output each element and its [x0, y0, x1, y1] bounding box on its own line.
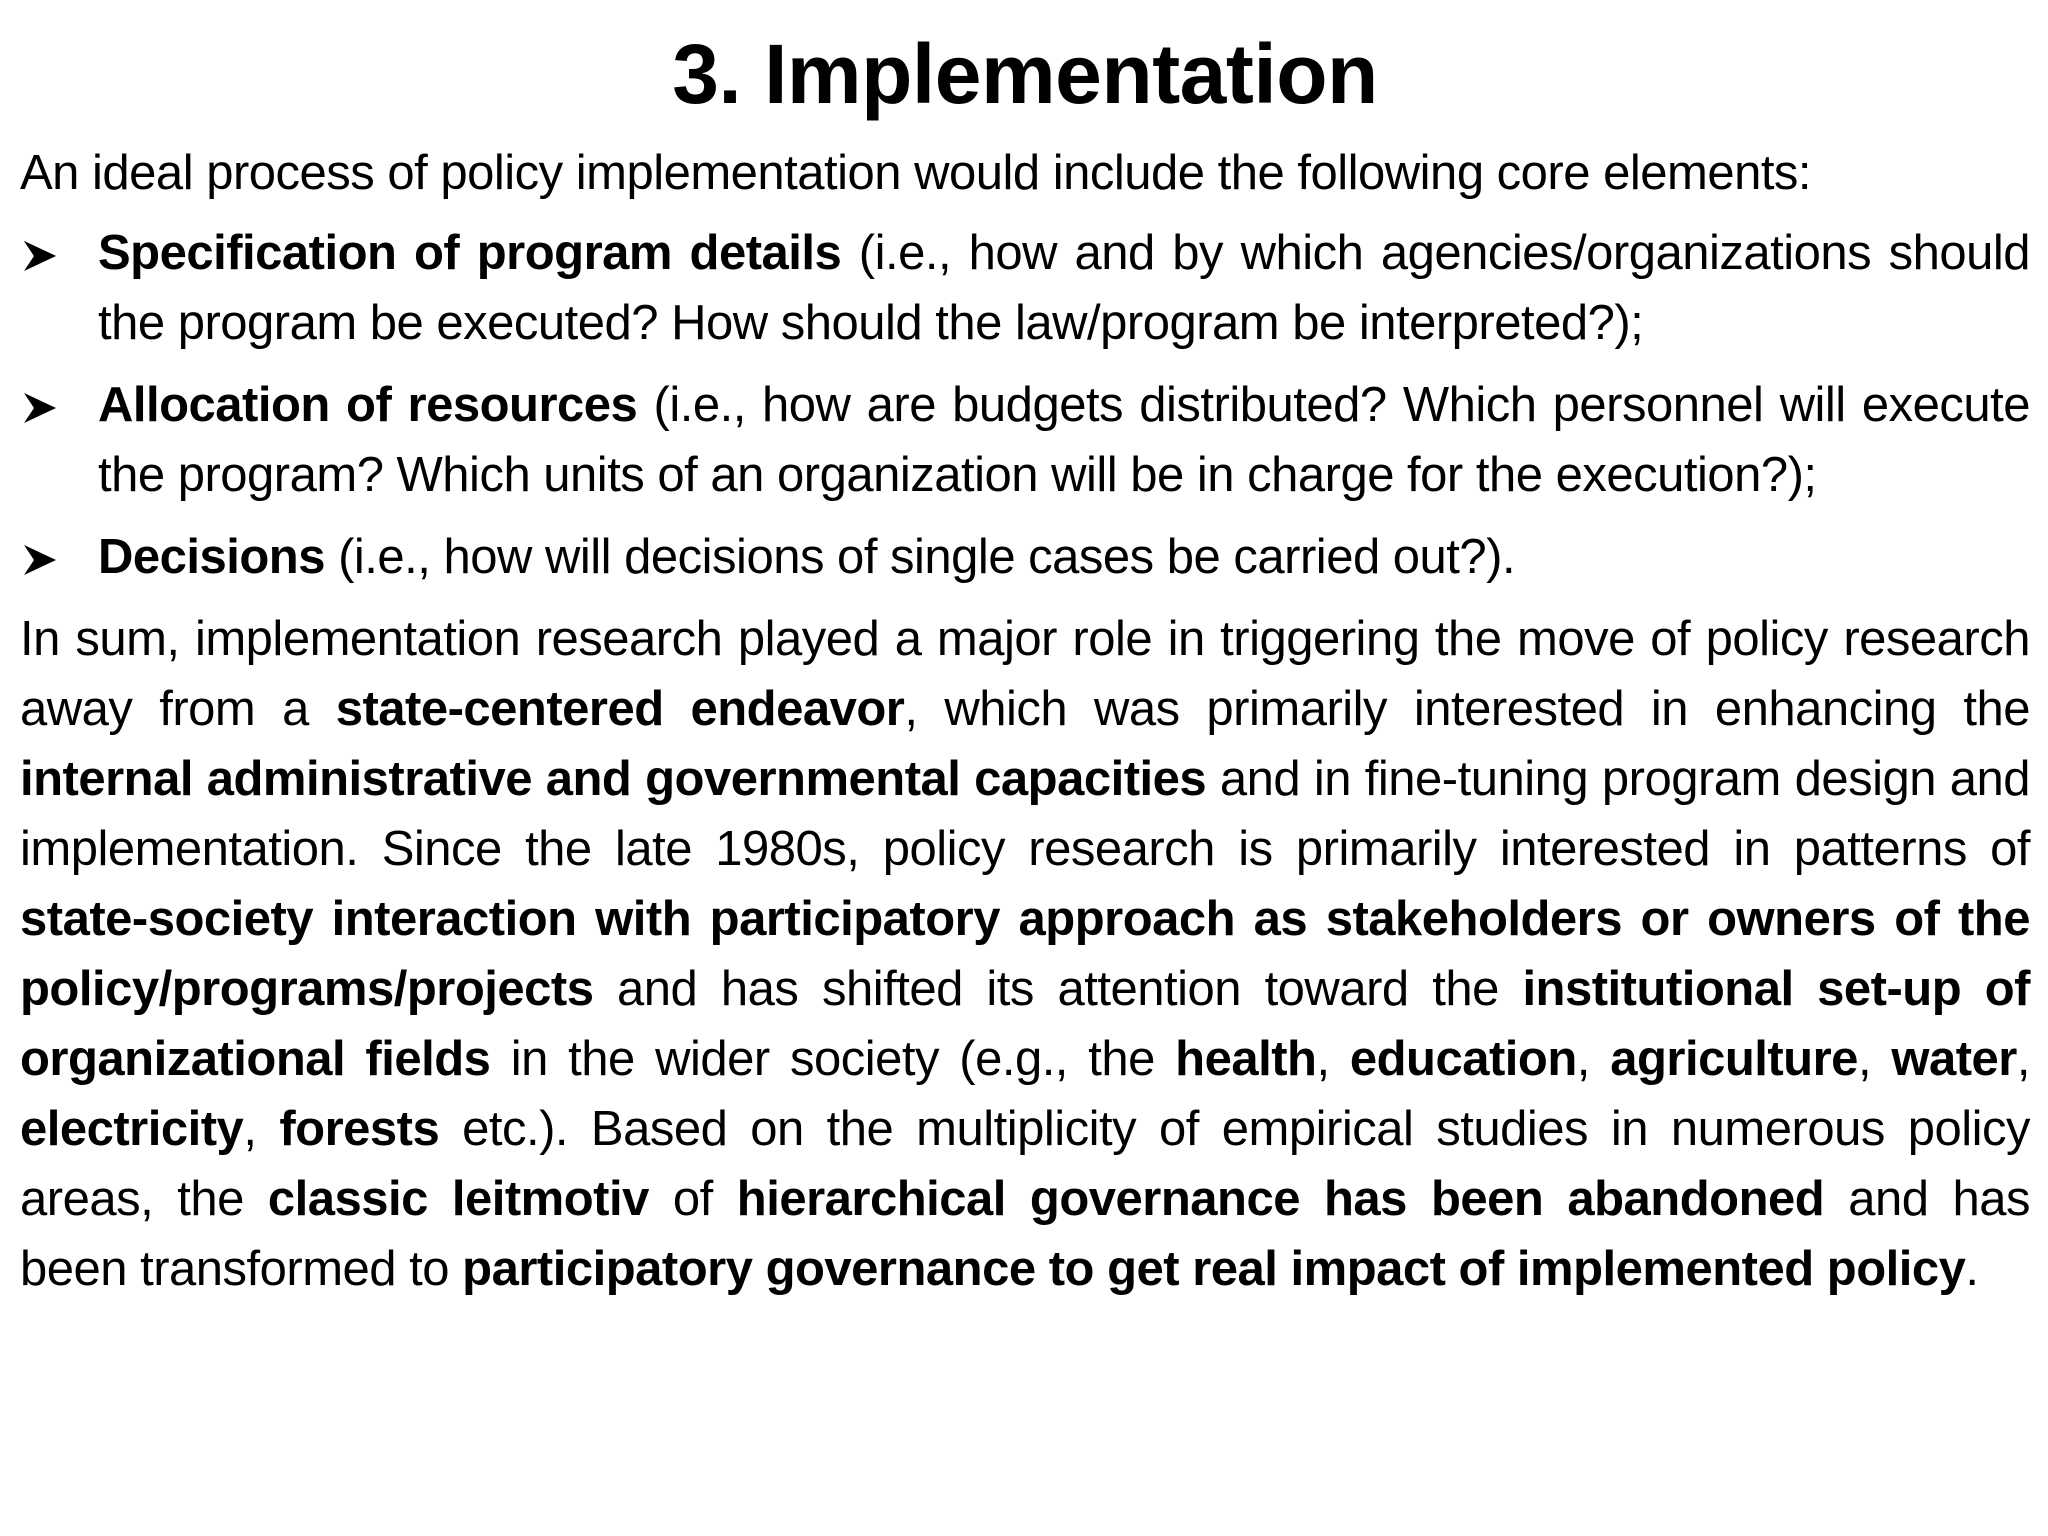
summary-emphasis: internal administrative and governmental capacities — [20, 752, 1207, 806]
list-item-heading: Specification of program details — [98, 226, 842, 280]
summary-text: . — [1965, 1242, 1979, 1296]
summary-text: of — [648, 1172, 737, 1226]
summary-emphasis: water — [1891, 1032, 2017, 1086]
summary-emphasis: forests — [279, 1102, 440, 1156]
list-item-decisions — [20, 522, 2030, 592]
summary-emphasis: education — [1349, 1032, 1577, 1086]
summary-text: and in fine-tuning program design and implementation. Since the late 1980s, policy research is primarily interested in patterns of — [20, 752, 2030, 876]
summary-text: and has been transformed to — [20, 1172, 2030, 1296]
list-item-heading: Decisions — [98, 530, 325, 584]
summary-text: , — [1857, 1032, 1892, 1086]
summary-text: In sum, implementation research played a major role in triggering the move of policy research away from a — [20, 612, 2030, 736]
summary-paragraph — [20, 604, 2030, 1304]
list-item-specification — [20, 218, 2030, 358]
core-elements-list — [20, 218, 2030, 592]
summary-text: , — [243, 1102, 280, 1156]
summary-text: in the wider society (e.g., the — [490, 1032, 1176, 1086]
summary-emphasis: institutional set-up of organizational fields — [20, 962, 2030, 1086]
summary-emphasis: hierarchical governance has been abandoned — [736, 1172, 1825, 1226]
summary-emphasis: state-society interaction with participatory approach as stakeholders or owners of the policy/programs/projects — [20, 892, 2030, 1016]
summary-emphasis: agriculture — [1610, 1032, 1858, 1086]
arrowhead-bullet-icon — [22, 390, 58, 426]
list-item-text: (i.e., how are budgets distributed? Which personnel will execute the program? Which units of an organization will be in charge for the execution?); — [98, 378, 2030, 502]
summary-text: , — [1576, 1032, 1611, 1086]
slide-title: 3. Implementation — [672, 27, 1378, 121]
list-item-heading: Allocation of resources — [98, 378, 638, 432]
summary-emphasis: electricity — [20, 1102, 244, 1156]
summary-emphasis: health — [1175, 1032, 1317, 1086]
arrowhead-bullet-icon — [22, 238, 58, 274]
summary-text: etc.). Based on the multiplicity of empirical studies in numerous policy areas, the — [20, 1102, 2030, 1226]
intro-paragraph: An ideal process of policy implementation would include the following core elements: — [20, 146, 1812, 200]
summary-emphasis: state-centered endeavor — [335, 682, 905, 736]
summary-emphasis: classic leitmotiv — [267, 1172, 649, 1226]
summary-emphasis: participatory governance to get real impact of implemented policy — [462, 1242, 1966, 1296]
arrowhead-bullet-icon — [22, 542, 58, 578]
list-item-text: (i.e., how will decisions of single cases be carried out?). — [324, 530, 1516, 584]
summary-text: , — [2016, 1032, 2030, 1086]
summary-text: , — [1316, 1032, 1350, 1086]
list-item-allocation — [20, 370, 2030, 510]
list-item-text: (i.e., how and by which agencies/organizations should the program be executed? How should the law/program be interpreted?); — [98, 226, 2030, 350]
summary-text: and has shifted its attention toward the — [593, 962, 1523, 1016]
summary-text: , which was primarily interested in enhancing the — [904, 682, 2031, 736]
